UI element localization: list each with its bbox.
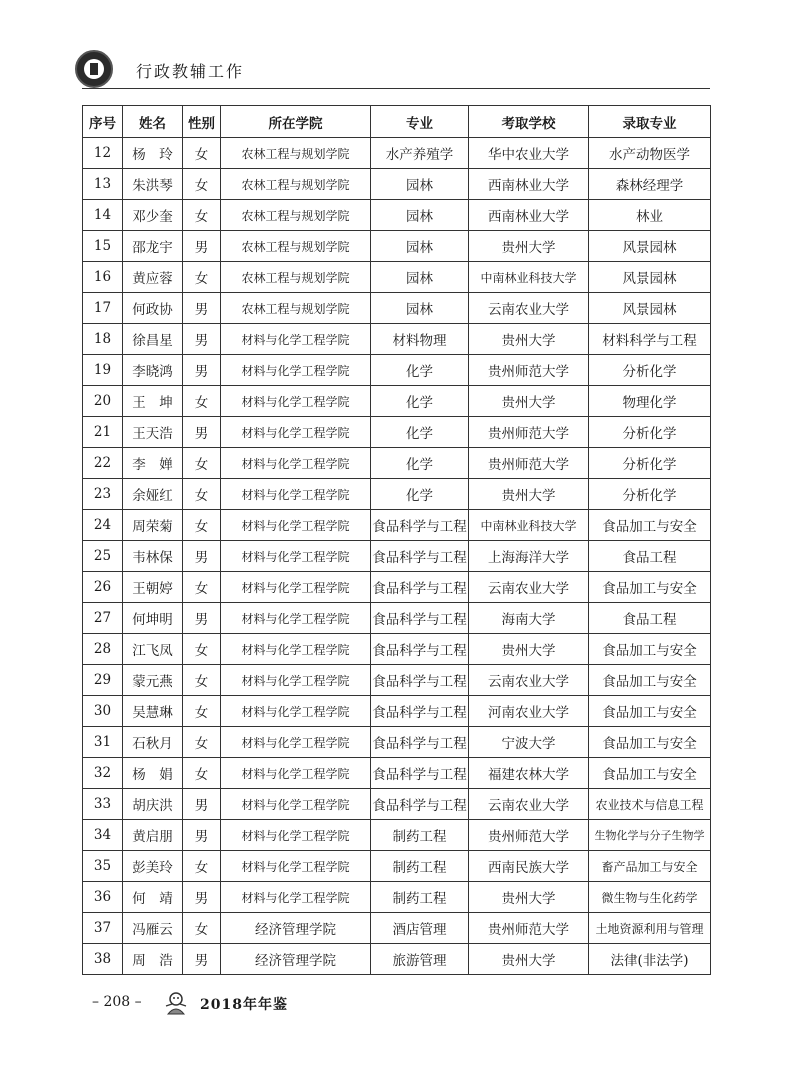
table-cell: 贵州大学 xyxy=(469,479,589,510)
table-row xyxy=(83,696,711,727)
table-cell: 食品加工与安全 xyxy=(589,696,711,727)
table-cell: 经济管理学院 xyxy=(221,944,371,975)
table-row xyxy=(83,634,711,665)
table-cell: 女 xyxy=(183,634,221,665)
column-header: 姓名 xyxy=(123,106,183,138)
table-cell: 吴慧琳 xyxy=(123,696,183,727)
table-cell: 女 xyxy=(183,665,221,696)
table-cell: 经济管理学院 xyxy=(221,913,371,944)
table-cell: 韦林保 xyxy=(123,541,183,572)
table-cell: 12 xyxy=(83,138,123,169)
table-cell: 风景园林 xyxy=(589,262,711,293)
table-cell: 食品工程 xyxy=(589,603,711,634)
table-cell: 土地资源利用与管理 xyxy=(589,913,711,944)
table-cell: 女 xyxy=(183,727,221,758)
table-cell: 材料与化学工程学院 xyxy=(221,851,371,882)
table-cell: 何 靖 xyxy=(123,882,183,913)
table-cell: 云南农业大学 xyxy=(469,572,589,603)
table-cell: 女 xyxy=(183,758,221,789)
table-cell: 旅游管理 xyxy=(371,944,469,975)
table-cell: 华中农业大学 xyxy=(469,138,589,169)
table-cell: 男 xyxy=(183,355,221,386)
table-cell: 水产动物医学 xyxy=(589,138,711,169)
table-cell: 农林工程与规划学院 xyxy=(221,231,371,262)
table-cell: 农林工程与规划学院 xyxy=(221,262,371,293)
table-cell: 中南林业科技大学 xyxy=(469,262,589,293)
table-cell: 30 xyxy=(83,696,123,727)
table-cell: 女 xyxy=(183,262,221,293)
table-row xyxy=(83,541,711,572)
table-cell: 女 xyxy=(183,572,221,603)
table-cell: 材料与化学工程学院 xyxy=(221,541,371,572)
table-cell: 食品科学与工程 xyxy=(371,696,469,727)
table-cell: 材料与化学工程学院 xyxy=(221,789,371,820)
table-row xyxy=(83,231,711,262)
table-cell: 男 xyxy=(183,603,221,634)
table-cell: 14 xyxy=(83,200,123,231)
table-cell: 材料与化学工程学院 xyxy=(221,386,371,417)
table-cell: 13 xyxy=(83,169,123,200)
table-cell: 微生物与生化药学 xyxy=(589,882,711,913)
table-cell: 女 xyxy=(183,696,221,727)
table-cell: 18 xyxy=(83,324,123,355)
table-cell: 园林 xyxy=(371,200,469,231)
table-row xyxy=(83,789,711,820)
table-cell: 女 xyxy=(183,169,221,200)
column-header: 专业 xyxy=(371,106,469,138)
table-row xyxy=(83,448,711,479)
table-cell: 食品科学与工程 xyxy=(371,758,469,789)
table-cell: 贵州师范大学 xyxy=(469,355,589,386)
table-cell: 化学 xyxy=(371,355,469,386)
table-row xyxy=(83,479,711,510)
table-cell: 西南林业大学 xyxy=(469,200,589,231)
table-cell: 蒙元燕 xyxy=(123,665,183,696)
table-row xyxy=(83,355,711,386)
table-cell: 20 xyxy=(83,386,123,417)
table-cell: 材料与化学工程学院 xyxy=(221,882,371,913)
table-cell: 宁波大学 xyxy=(469,727,589,758)
table-cell: 男 xyxy=(183,417,221,448)
table-cell: 云南农业大学 xyxy=(469,665,589,696)
table-cell: 水产养殖学 xyxy=(371,138,469,169)
table-cell: 材料与化学工程学院 xyxy=(221,665,371,696)
table-cell: 材料与化学工程学院 xyxy=(221,820,371,851)
table-cell: 食品加工与安全 xyxy=(589,510,711,541)
table-cell: 25 xyxy=(83,541,123,572)
table-cell: 男 xyxy=(183,293,221,324)
table-row xyxy=(83,758,711,789)
page-number: – 208 – xyxy=(92,994,142,1010)
table-cell: 35 xyxy=(83,851,123,882)
table-cell: 21 xyxy=(83,417,123,448)
table-cell: 分析化学 xyxy=(589,479,711,510)
table-cell: 男 xyxy=(183,820,221,851)
table-cell: 胡庆洪 xyxy=(123,789,183,820)
header-row xyxy=(83,106,711,138)
table-cell: 李 婵 xyxy=(123,448,183,479)
table-row xyxy=(83,944,711,975)
table-cell: 河南农业大学 xyxy=(469,696,589,727)
table-row xyxy=(83,293,711,324)
table-cell: 何坤明 xyxy=(123,603,183,634)
table-cell: 食品科学与工程 xyxy=(371,572,469,603)
table-cell: 材料与化学工程学院 xyxy=(221,572,371,603)
table-row xyxy=(83,665,711,696)
table-cell: 酒店管理 xyxy=(371,913,469,944)
table-cell: 材料与化学工程学院 xyxy=(221,634,371,665)
table-row xyxy=(83,913,711,944)
table-cell: 34 xyxy=(83,820,123,851)
table-cell: 贵州大学 xyxy=(469,231,589,262)
table-cell: 园林 xyxy=(371,231,469,262)
table-cell: 园林 xyxy=(371,293,469,324)
table-cell: 制药工程 xyxy=(371,820,469,851)
table-row xyxy=(83,727,711,758)
table-cell: 农业技术与信息工程 xyxy=(589,789,711,820)
table-row xyxy=(83,510,711,541)
table-cell: 材料与化学工程学院 xyxy=(221,510,371,541)
section-title: 行政教辅工作 xyxy=(136,62,245,81)
table-cell: 材料与化学工程学院 xyxy=(221,417,371,448)
table-cell: 海南大学 xyxy=(469,603,589,634)
table-cell: 女 xyxy=(183,851,221,882)
table-cell: 食品加工与安全 xyxy=(589,727,711,758)
table-cell: 食品科学与工程 xyxy=(371,665,469,696)
table-cell: 农林工程与规划学院 xyxy=(221,169,371,200)
table-cell: 徐昌星 xyxy=(123,324,183,355)
table-cell: 贵州大学 xyxy=(469,386,589,417)
table-row xyxy=(83,138,711,169)
table-cell: 分析化学 xyxy=(589,417,711,448)
table-cell: 材料与化学工程学院 xyxy=(221,448,371,479)
table-cell: 化学 xyxy=(371,448,469,479)
table-cell: 食品工程 xyxy=(589,541,711,572)
table-row xyxy=(83,169,711,200)
table-cell: 中南林业科技大学 xyxy=(469,510,589,541)
table-cell: 32 xyxy=(83,758,123,789)
table-cell: 材料科学与工程 xyxy=(589,324,711,355)
column-header: 性别 xyxy=(183,106,221,138)
table-cell: 云南农业大学 xyxy=(469,789,589,820)
table-cell: 15 xyxy=(83,231,123,262)
table-cell: 园林 xyxy=(371,169,469,200)
table-cell: 贵州师范大学 xyxy=(469,417,589,448)
table-cell: 女 xyxy=(183,510,221,541)
table-cell: 邵龙宇 xyxy=(123,231,183,262)
table-header xyxy=(83,106,711,138)
table-cell: 16 xyxy=(83,262,123,293)
table-cell: 材料与化学工程学院 xyxy=(221,355,371,386)
table-cell: 女 xyxy=(183,479,221,510)
table-cell: 贵州大学 xyxy=(469,324,589,355)
table-row xyxy=(83,324,711,355)
table-cell: 贵州师范大学 xyxy=(469,820,589,851)
table-cell: 何政协 xyxy=(123,293,183,324)
table-cell: 女 xyxy=(183,448,221,479)
table-cell: 男 xyxy=(183,882,221,913)
table-cell: 杨 玲 xyxy=(123,138,183,169)
table-cell: 材料物理 xyxy=(371,324,469,355)
table-cell: 食品科学与工程 xyxy=(371,727,469,758)
table-cell: 农林工程与规划学院 xyxy=(221,138,371,169)
table-row xyxy=(83,200,711,231)
yearbook-title: 2018年年鉴 xyxy=(200,997,288,1013)
mascot-icon xyxy=(162,990,190,1016)
table-cell: 材料与化学工程学院 xyxy=(221,727,371,758)
table-cell: 男 xyxy=(183,324,221,355)
table-cell: 畜产品加工与安全 xyxy=(589,851,711,882)
table-cell: 23 xyxy=(83,479,123,510)
table-cell: 风景园林 xyxy=(589,231,711,262)
table-cell: 29 xyxy=(83,665,123,696)
table-cell: 朱洪琴 xyxy=(123,169,183,200)
table-cell: 余娅红 xyxy=(123,479,183,510)
table-cell: 福建农林大学 xyxy=(469,758,589,789)
table-cell: 男 xyxy=(183,231,221,262)
table-cell: 黄启朋 xyxy=(123,820,183,851)
table-cell: 农林工程与规划学院 xyxy=(221,200,371,231)
table-cell: 王 坤 xyxy=(123,386,183,417)
table-cell: 女 xyxy=(183,913,221,944)
table-cell: 贵州大学 xyxy=(469,882,589,913)
table-cell: 化学 xyxy=(371,479,469,510)
table-cell: 王朝婷 xyxy=(123,572,183,603)
table-cell: 男 xyxy=(183,541,221,572)
page-footer xyxy=(82,990,482,1020)
table-cell: 男 xyxy=(183,944,221,975)
table-cell: 26 xyxy=(83,572,123,603)
table-row xyxy=(83,262,711,293)
table-cell: 31 xyxy=(83,727,123,758)
table-cell: 食品科学与工程 xyxy=(371,510,469,541)
column-header: 考取学校 xyxy=(469,106,589,138)
table-cell: 周 浩 xyxy=(123,944,183,975)
table-cell: 食品加工与安全 xyxy=(589,665,711,696)
table-cell: 17 xyxy=(83,293,123,324)
table-cell: 风景园林 xyxy=(589,293,711,324)
table-cell: 江飞凤 xyxy=(123,634,183,665)
table-cell: 女 xyxy=(183,138,221,169)
table-cell: 贵州大学 xyxy=(469,944,589,975)
table-cell: 材料与化学工程学院 xyxy=(221,324,371,355)
table-cell: 食品科学与工程 xyxy=(371,541,469,572)
table-cell: 杨 娟 xyxy=(123,758,183,789)
table-cell: 33 xyxy=(83,789,123,820)
table-cell: 上海海洋大学 xyxy=(469,541,589,572)
column-header: 所在学院 xyxy=(221,106,371,138)
table-cell: 贵州师范大学 xyxy=(469,913,589,944)
table-cell: 食品科学与工程 xyxy=(371,634,469,665)
table-cell: 彭美玲 xyxy=(123,851,183,882)
table-body xyxy=(83,138,711,975)
university-logo-icon xyxy=(75,50,113,88)
table-cell: 农林工程与规划学院 xyxy=(221,293,371,324)
table-cell: 西南民族大学 xyxy=(469,851,589,882)
table-cell: 制药工程 xyxy=(371,882,469,913)
table-cell: 石秋月 xyxy=(123,727,183,758)
table-cell: 男 xyxy=(183,789,221,820)
table-cell: 食品科学与工程 xyxy=(371,789,469,820)
table-cell: 化学 xyxy=(371,417,469,448)
table-cell: 28 xyxy=(83,634,123,665)
table-cell: 制药工程 xyxy=(371,851,469,882)
table-cell: 食品科学与工程 xyxy=(371,603,469,634)
table-cell: 邓少奎 xyxy=(123,200,183,231)
table-cell: 生物化学与分子生物学 xyxy=(589,820,711,851)
table-cell: 27 xyxy=(83,603,123,634)
table-cell: 19 xyxy=(83,355,123,386)
table-row xyxy=(83,572,711,603)
table-row xyxy=(83,851,711,882)
table-row xyxy=(83,386,711,417)
table-cell: 22 xyxy=(83,448,123,479)
table-row xyxy=(83,820,711,851)
header-divider xyxy=(82,88,710,89)
table-cell: 材料与化学工程学院 xyxy=(221,696,371,727)
table-cell: 材料与化学工程学院 xyxy=(221,603,371,634)
table-cell: 西南林业大学 xyxy=(469,169,589,200)
table-cell: 分析化学 xyxy=(589,355,711,386)
table-row xyxy=(83,417,711,448)
table-cell: 物理化学 xyxy=(589,386,711,417)
table-cell: 贵州大学 xyxy=(469,634,589,665)
table-cell: 材料与化学工程学院 xyxy=(221,758,371,789)
table-cell: 云南农业大学 xyxy=(469,293,589,324)
table-cell: 24 xyxy=(83,510,123,541)
table-cell: 女 xyxy=(183,200,221,231)
table-cell: 黄应蓉 xyxy=(123,262,183,293)
table-cell: 材料与化学工程学院 xyxy=(221,479,371,510)
table-cell: 38 xyxy=(83,944,123,975)
column-header: 序号 xyxy=(83,106,123,138)
table-cell: 法律(非法学) xyxy=(589,944,711,975)
table-cell: 王天浩 xyxy=(123,417,183,448)
table-cell: 贵州师范大学 xyxy=(469,448,589,479)
table-cell: 食品加工与安全 xyxy=(589,634,711,665)
table-cell: 食品加工与安全 xyxy=(589,572,711,603)
table-cell: 李晓鸿 xyxy=(123,355,183,386)
table-cell: 37 xyxy=(83,913,123,944)
page-header xyxy=(82,50,710,90)
table-cell: 冯雁云 xyxy=(123,913,183,944)
table-cell: 分析化学 xyxy=(589,448,711,479)
table-row xyxy=(83,882,711,913)
table-cell: 周荣菊 xyxy=(123,510,183,541)
table-cell: 食品加工与安全 xyxy=(589,758,711,789)
table-cell: 森林经理学 xyxy=(589,169,711,200)
table-cell: 女 xyxy=(183,386,221,417)
table-cell: 化学 xyxy=(371,386,469,417)
admission-table xyxy=(82,105,711,975)
column-header: 录取专业 xyxy=(589,106,711,138)
table-cell: 林业 xyxy=(589,200,711,231)
table-row xyxy=(83,603,711,634)
table-cell: 园林 xyxy=(371,262,469,293)
table-cell: 36 xyxy=(83,882,123,913)
